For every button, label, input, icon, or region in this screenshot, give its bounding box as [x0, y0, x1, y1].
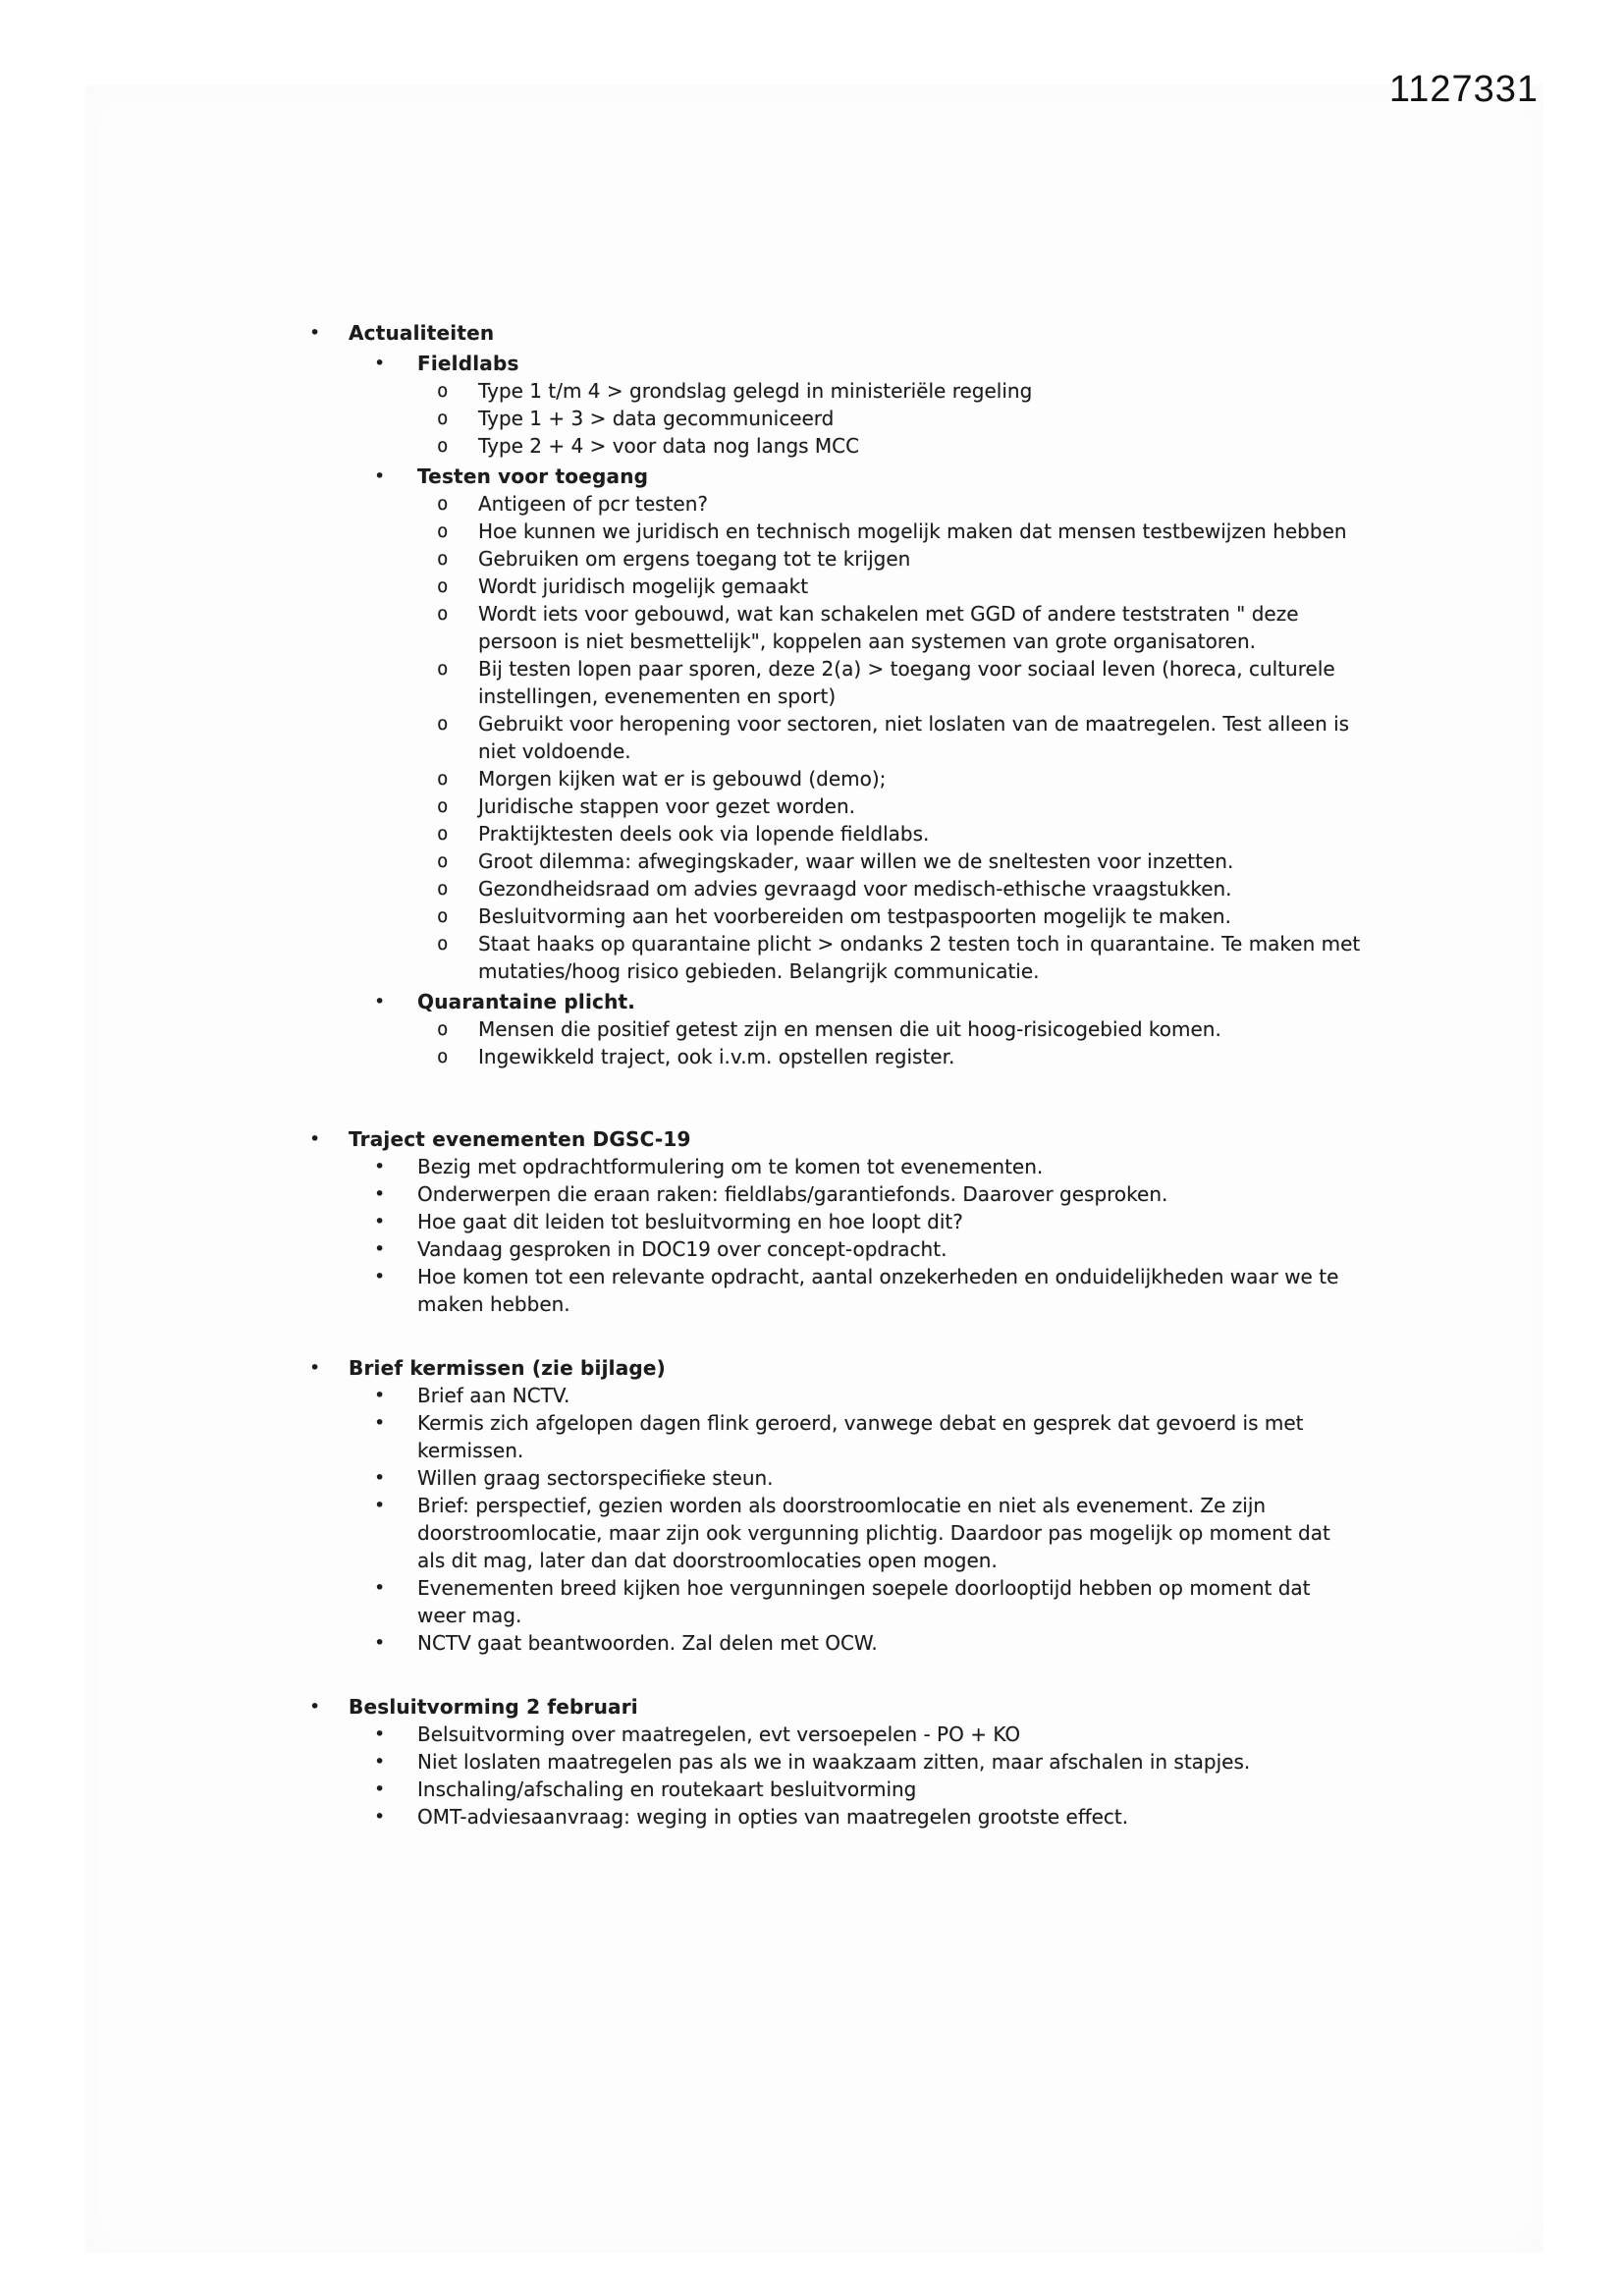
list-item [309, 1235, 1362, 1263]
list-item [309, 1803, 1362, 1831]
circle-bullet-icon: o [437, 850, 449, 872]
circle-bullet-icon: o [437, 1046, 449, 1067]
list-item [309, 710, 1362, 765]
section-actualiteiten [309, 319, 1362, 1070]
list-item [309, 1721, 1362, 1748]
circle-bullet-icon: o [437, 408, 449, 429]
disc-bullet-icon: • [374, 1385, 386, 1406]
list-item-text: Gezondheidsraad om advies gevraagd voor medisch-ethische vraagstukken. [478, 877, 1232, 901]
section-besluitvorming-2-februari [309, 1693, 1362, 1831]
list-item-text: Staat haaks op quarantaine plicht > ondanks 2 testen toch in quarantaine. Te maken met mutaties/hoog risico gebieden. Belangrijk communicatie. [478, 932, 1361, 983]
list-item-text: Type 1 t/m 4 > grondslag gelegd in ministeriële regeling [478, 379, 1033, 403]
circle-bullet-icon: o [437, 435, 449, 457]
list-item [309, 1464, 1362, 1492]
circle-bullet-icon: o [437, 795, 449, 817]
disc-bullet-icon: • [374, 1778, 386, 1800]
list-item-text: Groot dilemma: afwegingskader, waar willen we de sneltesten voor inzetten. [478, 849, 1234, 873]
circle-bullet-icon: o [437, 520, 449, 542]
section-title [309, 1354, 1362, 1382]
disc-bullet-icon: • [374, 1632, 386, 1654]
circle-bullet-icon: o [437, 713, 449, 735]
list-item [309, 1153, 1362, 1180]
list-item-text: Quarantaine plicht. [417, 990, 636, 1013]
list-item-text: Bezig met opdrachtformulering om te komen tot evenementen. [417, 1155, 1044, 1178]
circle-bullet-icon: o [437, 905, 449, 927]
list-item [309, 1180, 1362, 1208]
list-item [309, 1629, 1362, 1657]
list-item-text: Belsuitvorming over maatregelen, evt versoepelen - PO + KO [417, 1722, 1021, 1746]
disc-bullet-icon: • [374, 1183, 386, 1205]
list-item [309, 1574, 1362, 1629]
document-body [309, 316, 1362, 1831]
section-brief-kermissen-zie-bijlage [309, 1354, 1362, 1657]
section-title [309, 1125, 1362, 1153]
list-item [309, 1043, 1362, 1070]
list-item-text: Wordt iets voor gebouwd, wat kan schakelen met GGD of andere teststraten " deze persoon is niet besmettelijk", koppelen aan systemen van grote organisatoren. [478, 602, 1299, 653]
list-item [309, 490, 1362, 518]
list-item [309, 350, 1362, 377]
list-item-text: Hoe komen tot een relevante opdracht, aantal onzekerheden en onduidelijkheden waar we te maken hebben. [417, 1265, 1339, 1316]
list-item-text: Ingewikkeld traject, ook i.v.m. opstellen register. [478, 1045, 955, 1068]
list-item [309, 377, 1362, 405]
list-item [309, 988, 1362, 1015]
disc-bullet-icon: • [309, 1696, 321, 1718]
list-item [309, 518, 1362, 545]
section-title [309, 319, 1362, 347]
disc-bullet-icon: • [374, 1495, 386, 1516]
list-item [309, 545, 1362, 573]
list-item [309, 902, 1362, 930]
list-item-text: Wordt juridisch mogelijk gemaakt [478, 574, 809, 598]
disc-bullet-icon: • [374, 1238, 386, 1260]
list-item [309, 405, 1362, 432]
circle-bullet-icon: o [437, 603, 449, 625]
list-item-text: Evenementen breed kijken hoe vergunningen soepele doorlooptijd hebben op moment dat weer mag. [417, 1576, 1311, 1627]
section-traject-evenementen-dgsc-19 [309, 1125, 1362, 1318]
disc-bullet-icon: • [374, 991, 386, 1012]
disc-bullet-icon: • [374, 1577, 386, 1599]
list-item-text: Brief aan NCTV. [417, 1384, 570, 1407]
list-item-text: Type 1 + 3 > data gecommuniceerd [478, 407, 835, 430]
list-item-text: Type 2 + 4 > voor data nog langs MCC [478, 434, 860, 458]
list-item [309, 432, 1362, 460]
list-item [309, 1263, 1362, 1318]
list-item [309, 930, 1362, 985]
circle-bullet-icon: o [437, 768, 449, 790]
list-item [309, 793, 1362, 820]
list-item-text: Mensen die positief getest zijn en mensen die uit hoog-risicogebied komen. [478, 1017, 1221, 1041]
disc-bullet-icon: • [374, 1467, 386, 1489]
disc-bullet-icon: • [374, 465, 386, 487]
section-title [309, 1693, 1362, 1721]
circle-bullet-icon: o [437, 933, 449, 955]
circle-bullet-icon: o [437, 823, 449, 845]
disc-bullet-icon: • [309, 1128, 321, 1150]
list-item-text: Testen voor toegang [417, 465, 649, 488]
list-item [309, 1208, 1362, 1235]
disc-bullet-icon: • [374, 353, 386, 374]
disc-bullet-icon: • [374, 1806, 386, 1828]
list-item [309, 655, 1362, 710]
list-item-text: Brief: perspectief, gezien worden als doorstroomlocatie en niet als evenement. Ze zijn doorstroomlocatie, maar zijn ook vergunning plichtig. Daardoor pas mogelijk op moment dat als dit mag, later dan dat doorstroomlocaties open mogen. [417, 1494, 1330, 1572]
list-item-text: Gebruikt voor heropening voor sectoren, niet loslaten van de maatregelen. Test alleen is niet voldoende. [478, 712, 1350, 763]
list-item-text: Kermis zich afgelopen dagen flink geroerd, vanwege debat en gesprek dat gevoerd is met kermissen. [417, 1411, 1304, 1462]
disc-bullet-icon: • [374, 1751, 386, 1773]
circle-bullet-icon: o [437, 878, 449, 900]
list-item-text: Brief kermissen (zie bijlage) [349, 1356, 667, 1380]
page-number: 1127331 [1388, 69, 1539, 110]
list-item-text: Vandaag gesproken in DOC19 over concept-opdracht. [417, 1237, 947, 1261]
list-item-text: OMT-adviesaanvraag: weging in opties van maatregelen grootste effect. [417, 1805, 1129, 1829]
list-item-text: Hoe kunnen we juridisch en technisch mogelijk maken dat mensen testbewijzen hebben [478, 519, 1347, 543]
list-item [309, 875, 1362, 902]
disc-bullet-icon: • [374, 1412, 386, 1434]
disc-bullet-icon: • [374, 1156, 386, 1177]
list-item-text: Hoe gaat dit leiden tot besluitvorming en hoe loopt dit? [417, 1210, 963, 1233]
list-item [309, 1492, 1362, 1574]
list-item-text: Actualiteiten [349, 321, 495, 345]
list-item [309, 1776, 1362, 1803]
list-item-text: Besluitvorming aan het voorbereiden om testpaspoorten mogelijk te maken. [478, 904, 1231, 928]
list-item [309, 600, 1362, 655]
disc-bullet-icon: • [309, 1357, 321, 1379]
list-item-text: Bij testen lopen paar sporen, deze 2(a) > toegang voor sociaal leven (horeca, culturele instellingen, evenementen en sport) [478, 657, 1335, 708]
disc-bullet-icon: • [374, 1211, 386, 1232]
circle-bullet-icon: o [437, 658, 449, 680]
list-item-text: Niet loslaten maatregelen pas als we in waakzaam zitten, maar afschalen in stapjes. [417, 1750, 1251, 1774]
list-item-text: Traject evenementen DGSC-19 [349, 1127, 691, 1151]
list-item [309, 1748, 1362, 1776]
list-item-text: Willen graag sectorspecifieke steun. [417, 1466, 774, 1490]
disc-bullet-icon: • [374, 1723, 386, 1745]
list-item [309, 1409, 1362, 1464]
list-item-text: NCTV gaat beantwoorden. Zal delen met OCW. [417, 1631, 878, 1655]
list-item-text: Onderwerpen die eraan raken: fieldlabs/garantiefonds. Daarover gesproken. [417, 1182, 1168, 1206]
list-item-text: Inschaling/afschaling en routekaart besluitvorming [417, 1777, 917, 1801]
list-item [309, 847, 1362, 875]
circle-bullet-icon: o [437, 548, 449, 570]
list-item-text: Morgen kijken wat er is gebouwd (demo); [478, 767, 887, 791]
circle-bullet-icon: o [437, 493, 449, 515]
list-item-text: Gebruiken om ergens toegang tot te krijgen [478, 547, 911, 571]
disc-bullet-icon: • [374, 1266, 386, 1287]
list-item [309, 573, 1362, 600]
list-item-text: Juridische stappen voor gezet worden. [478, 794, 855, 818]
list-item [309, 820, 1362, 847]
circle-bullet-icon: o [437, 575, 449, 597]
list-item-text: Fieldlabs [417, 352, 519, 375]
list-item [309, 765, 1362, 793]
list-item-text: Besluitvorming 2 februari [349, 1695, 638, 1719]
list-item [309, 463, 1362, 490]
list-item-text: Praktijktesten deels ook via lopende fieldlabs. [478, 822, 930, 846]
list-item-text: Antigeen of pcr testen? [478, 492, 709, 516]
list-item [309, 1382, 1362, 1409]
disc-bullet-icon: • [309, 322, 321, 344]
circle-bullet-icon: o [437, 1018, 449, 1040]
circle-bullet-icon: o [437, 380, 449, 402]
list-item [309, 1015, 1362, 1043]
